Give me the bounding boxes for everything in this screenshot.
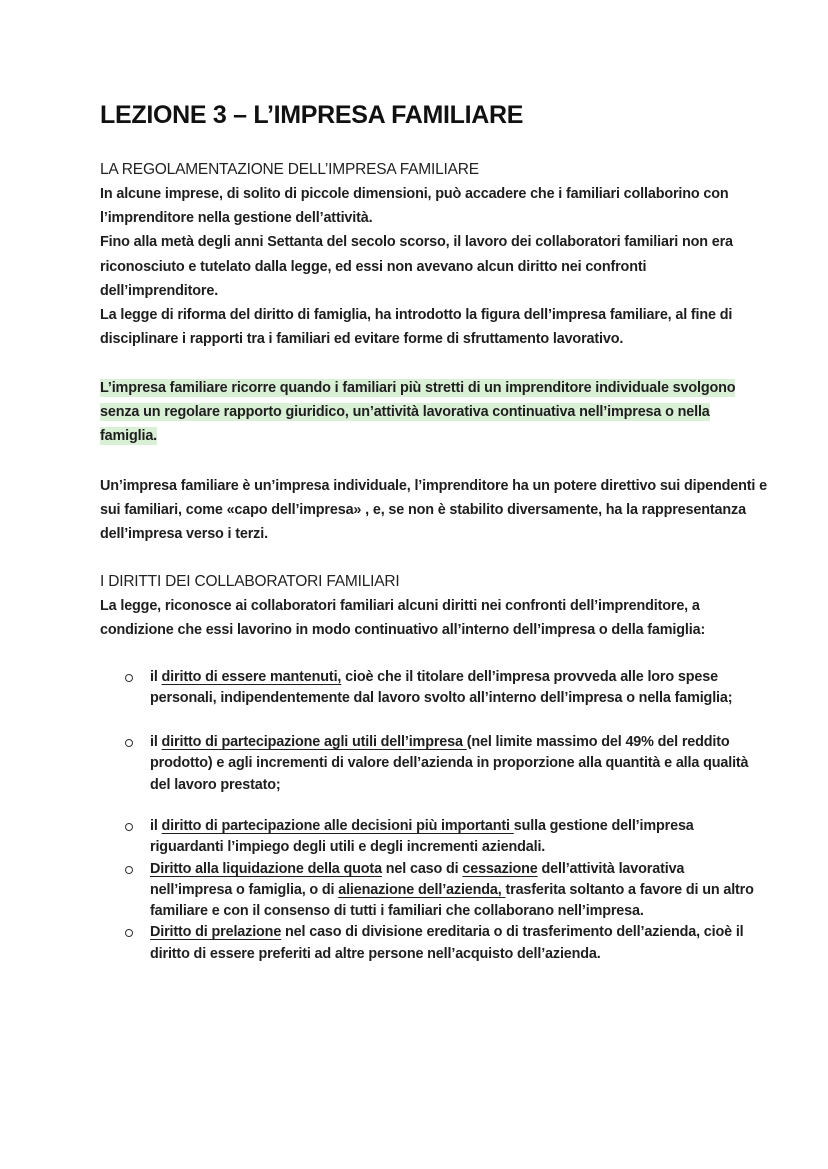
section-regolamentazione xyxy=(100,158,768,351)
underlined-term: diritto di partecipazione alle decisioni più importanti xyxy=(161,818,514,834)
highlighted-definition: L’impresa familiare ricorre quando i familiari più stretti di un imprenditore individuale svolgono senza un regolare rapporto giuridico, un’attività lavorativa continuativa nell’impresa o nella famiglia. xyxy=(100,380,736,445)
list-item: il diritto di partecipazione alle decisioni più importanti sulla gestione dell’impresa riguardanti l’impiego degli utili e degli incrementi aziendali. xyxy=(100,816,768,859)
list-item: Diritto di prelazione nel caso di divisione ereditaria o di trasferimento dell’azienda, cioè il diritto di essere preferiti ad altre persone nell’acquisto dell’azienda. xyxy=(100,922,768,965)
section-heading: I DIRITTI DEI COLLABORATORI FAMILIARI xyxy=(100,573,400,590)
section-diritti xyxy=(100,570,768,642)
hollow-bullet-icon xyxy=(125,739,133,747)
paragraph: Un’impresa familiare è un’impresa individuale, l’imprenditore ha un potere direttivo sui dipendenti e sui familiari, come «capo dell’impresa» , e, se non è stabilito diversamente, ha la rappresentanza dell’impresa verso i terzi. xyxy=(100,478,767,543)
hollow-bullet-icon xyxy=(125,929,133,937)
rights-list-a xyxy=(100,667,768,710)
page-title: LEZIONE 3 – L’IMPRESA FAMILIARE xyxy=(100,101,524,129)
paragraph: Fino alla metà degli anni Settanta del secolo scorso, il lavoro dei collaboratori familiari non era riconosciuto e tutelato dalla legge, ed essi non avevano alcun diritto nei confronti dell’imprenditore. xyxy=(100,234,733,299)
underlined-term: Diritto alla liquidazione della quota xyxy=(150,860,382,877)
hollow-bullet-icon xyxy=(125,674,133,682)
definition-paragraph xyxy=(100,376,768,449)
rights-list-c xyxy=(100,816,768,965)
list-item: il diritto di partecipazione agli utili dell’impresa (nel limite massimo del 49% del reddito prodotto) e agli incrementi di valore dell’azienda in proporzione alla quantità e alla qualità del lavoro prestato; xyxy=(100,732,768,796)
definition-block xyxy=(100,376,768,449)
hollow-bullet-icon xyxy=(125,866,133,874)
underlined-term: Diritto di prelazione xyxy=(150,924,282,941)
paragraph: La legge, riconosce ai collaboratori familiari alcuni diritti nei confronti dell’imprenditore, a condizione che essi lavorino in modo continuativo all’interno dell’impresa o della famiglia: xyxy=(100,598,706,639)
underlined-term: diritto di essere mantenuti, xyxy=(161,669,342,685)
paragraph: La legge di riforma del diritto di famiglia, ha introdotto la figura dell’impresa familiare, al fine di disciplinare i rapporti tra i familiari ed evitare forme di sfruttamento lavorativo. xyxy=(100,307,733,348)
underlined-term: diritto di partecipazione agli utili dell’impresa xyxy=(161,734,467,750)
impresa-individuale-block xyxy=(100,474,768,547)
rights-list-b xyxy=(100,732,768,796)
paragraph: In alcune imprese, di solito di piccole dimensioni, può accadere che i familiari collaborino con l’imprenditore nella gestione dell’attività. xyxy=(100,186,729,227)
underlined-term: alienazione dell’azienda, xyxy=(338,881,506,898)
section-heading: LA REGOLAMENTAZIONE DELL’IMPRESA FAMILIARE xyxy=(100,161,479,178)
list-item: Diritto alla liquidazione della quota nel caso di cessazione dell’attività lavorativa nell’impresa o famiglia, o di alienazione dell’azienda, trasferita soltanto a favore di un altro familiare e con il consenso di tutti i familiari che collaborano nell’impresa. xyxy=(100,859,768,923)
underlined-term: cessazione xyxy=(462,860,538,877)
list-item: il diritto di essere mantenuti, cioè che il titolare dell’impresa provveda alle loro spese personali, indipendentemente dal lavoro svolto all’interno dell’impresa o nella famiglia; xyxy=(100,667,768,710)
hollow-bullet-icon xyxy=(125,823,133,831)
